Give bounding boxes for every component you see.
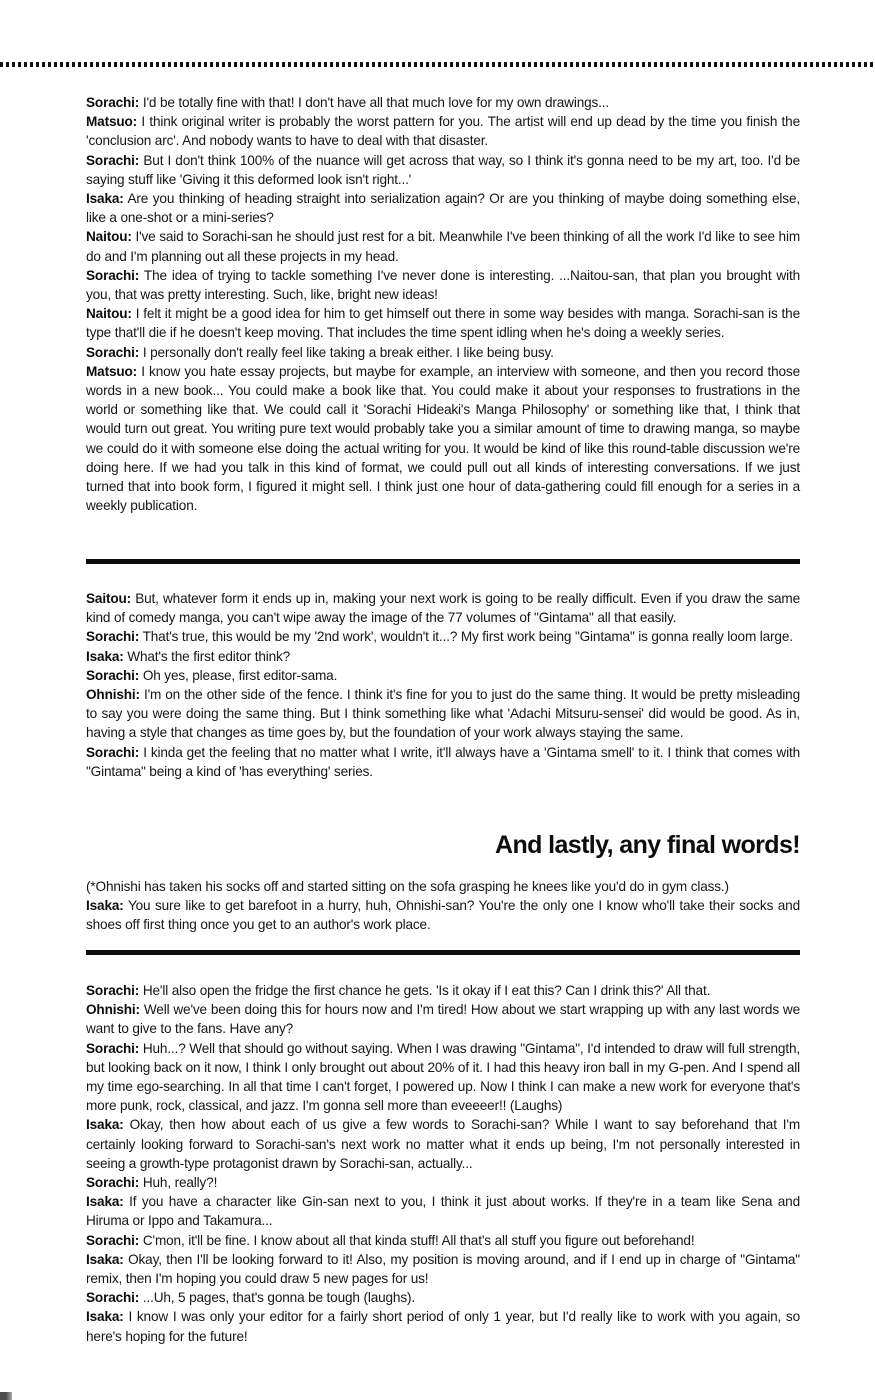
dialogue-text: ...Uh, 5 pages, that's gonna be tough (laughs). [142,1290,415,1306]
speaker-name: Sorachi: [86,744,140,760]
speaker-name: Sorachi: [86,1290,140,1306]
dialogue-text: C'mon, it'll be fine. I know about all that kinda stuff! All that's all stuff you figure out beforehand! [142,1232,695,1248]
section-heading: And lastly, any final words! [494,831,800,859]
dialogue-line [86,627,800,646]
dialogue-line [86,1039,800,1116]
dialogue-text: I personally don't really feel like taking a break either. I like being busy. [142,344,554,360]
dialogue-section-1 [86,93,800,515]
dialogue-text: I've said to Sorachi-san he should just rest for a bit. Meanwhile I've been thinking of all the work I'd like to see him do and I'm planning out all these projects in my head. [86,229,800,264]
dialogue-section-4 [86,981,800,1346]
dialogue-text: Okay, then how about each of us give a few words to Sorachi-san? While I want to say beforehand that I'm certainly looking forward to Sorachi-san's next work no matter what it ends up being, I'm not personally interested in seeing a growth-type protagonist drawn by Sorachi-san, actually... [86,1117,800,1171]
speaker-name: Sorachi: [86,1175,140,1191]
scan-artifact [0,1392,12,1400]
dialogue-line [86,112,800,150]
dialogue-text: I know I was only your editor for a fairly short period of only 1 year, but I'd really like to work with you again, so here's hoping for the future! [86,1309,800,1344]
dialogue-line [86,685,800,743]
dialogue-text: (*Ohnishi has taken his socks off and started sitting on the sofa grasping he knees like you'd do in gym class.) [86,879,729,894]
dotted-divider [0,62,875,67]
dialogue-text: Huh, really?! [142,1175,218,1191]
dialogue-text: But, whatever form it ends up in, making your next work is going to be really difficult. Even if you draw the same kind of comedy manga, you can't wipe away the image of the 77 volumes of "Gintama" all that easily. [86,591,800,626]
dialogue-line [86,343,800,362]
dialogue-text: Huh...? Well that should go without saying. When I was drawing "Gintama", I'd intended to draw will full strength, but looking back on it now, I think I only brought out about 20% of it. I had this heavy iron ball in my G-pen. And I spend all my time ego-searching. In all that time I can't forget, I powered up. Now I think I can make a new work for everyone that's more punk, rock, classical, and jazz. I'm gonna sell more than eveeeer!! (Laughs) [86,1040,800,1114]
speaker-name: Naitou: [86,229,132,245]
speaker-name: Ohnishi: [86,687,140,703]
dialogue-line [86,362,800,516]
dialogue-text: Well we've been doing this for hours now and I'm tired! How about we start wrapping up with any last words we want to give to the fans. Have any? [86,1002,800,1037]
speaker-name: Isaka: [86,1117,124,1133]
dialogue-text: What's the first editor think? [127,648,291,664]
speaker-name: Saitou: [86,591,132,606]
dialogue-line [86,227,800,265]
dialogue-line [86,304,800,342]
dialogue-line [86,1231,800,1250]
speaker-name: Isaka: [86,1251,124,1267]
dialogue-text: Are you thinking of heading straight into serialization again? Or are you thinking of maybe doing something else, like a one-shot or a mini-series? [86,191,800,226]
dialogue-line [86,151,800,189]
dialogue-line [86,1173,800,1192]
dialogue-text: I'm on the other side of the fence. I think it's fine for you to just do the same thing. It would be pretty misleading to say you were doing the same thing. But I think something like what 'Adachi Mitsuru-sensei' did would be good. As in, having a style that changes as time goes by, but the foundation of your work always staying the same. [86,687,800,741]
dialogue-text: If you have a character like Gin-san next to you, I think it just about works. If they're in a team like Sena and Hiruma or Ippo and Takamura... [86,1194,800,1229]
dialogue-line [86,1192,800,1230]
speaker-name: Isaka: [86,898,124,914]
narration-line [86,877,800,896]
dialogue-line [86,1288,800,1307]
speaker-name: Matsuo: [86,114,138,130]
dialogue-text: You sure like to get barefoot in a hurry, huh, Ohnishi-san? You're the only one I know who'll take their socks and shoes off first thing once you get to an author's work place. [86,898,800,933]
speaker-name: Matsuo: [86,363,138,379]
dialogue-text: I think original writer is probably the worst pattern for you. The artist will end up dead by the time you finish the 'conclusion arc'. And nobody wants to have to deal with that disaster. [86,114,800,149]
dialogue-line [86,1000,800,1038]
speaker-name: Sorachi: [86,152,140,168]
dialogue-text: That's true, this would be my '2nd work', wouldn't it...? My first work being "Gintama" is gonna really loom large. [142,629,793,645]
dialogue-section-3 [86,877,800,935]
speaker-name: Sorachi: [86,95,140,110]
dialogue-text: I kinda get the feeling that no matter what I write, it'll always have a 'Gintama smell' to it. I think that comes with "Gintama" being a kind of 'has everything' series. [86,744,800,779]
speaker-name: Sorachi: [86,1040,140,1056]
dialogue-line [86,1115,800,1173]
dialogue-line [86,743,800,781]
speaker-name: Ohnishi: [86,1002,140,1018]
dialogue-section-2 [86,589,800,781]
dialogue-line [86,666,800,685]
dialogue-line [86,266,800,304]
speaker-name: Sorachi: [86,344,140,360]
section-divider-1 [86,559,800,564]
dialogue-line [86,189,800,227]
dialogue-line [86,896,800,934]
section-divider-2 [86,950,800,955]
dialogue-text: Oh yes, please, first editor-sama. [142,667,338,683]
dialogue-line [86,1250,800,1288]
dialogue-text: But I don't think 100% of the nuance will get across that way, so I think it's gonna need to be my art, too. I'd be saying stuff like 'Giving it this deformed look isn't right...' [86,152,800,187]
dialogue-line [86,647,800,666]
dialogue-text: The idea of trying to tackle something I've never done is interesting. ...Naitou-san, that plan you brought with you, that was pretty interesting. Such, like, bright new ideas! [86,267,800,303]
speaker-name: Sorachi: [86,267,140,283]
dialogue-text: Okay, then I'll be looking forward to it! Also, my position is moving around, and if I end up in charge of "Gintama" remix, then I'm hoping you could draw 5 new pages for us! [86,1251,800,1287]
speaker-name: Naitou: [86,306,132,322]
dialogue-line [86,981,800,1000]
speaker-name: Isaka: [86,648,124,664]
dialogue-line [86,93,800,112]
dialogue-text: I'd be totally fine with that! I don't have all that much love for my own drawings... [142,95,610,110]
dialogue-text: I felt it might be a good idea for him to get himself out there in some way besides with manga. Sorachi-san is the type that'll die if he doesn't keep moving. That includes the time spent idling when he's doing a weekly series. [86,306,800,341]
speaker-name: Sorachi: [86,667,140,683]
dialogue-line [86,1307,800,1345]
dialogue-line [86,589,800,627]
speaker-name: Isaka: [86,1194,124,1210]
speaker-name: Sorachi: [86,629,140,645]
speaker-name: Sorachi: [86,983,140,998]
dialogue-text: He'll also open the fridge the first chance he gets. 'Is it okay if I eat this? Can I drink this?' All that. [142,983,711,998]
dialogue-text: I know you hate essay projects, but maybe for example, an interview with someone, and then you record those words in a new book... You could make a book like that. You could make it about your responses to frustrations in the world or something like that. We could call it 'Sorachi Hideaki's Manga Philosophy' or something like that, I think that would turn out great. You writing pure text would probably take you a similar amount of time to drawing manga, so maybe we could do it with someone else doing the actual writing for you. It would be kind of like this round-table discussion we're doing here. If we had you talk in this kind of format, we could pull out all kinds of interesting conversations. If we just turned that into book form, I figured it might sell. I think just one hour of data-gathering could fill enough for a series in a weekly publication. [86,363,800,514]
speaker-name: Isaka: [86,191,124,207]
speaker-name: Sorachi: [86,1232,140,1248]
speaker-name: Isaka: [86,1309,124,1325]
